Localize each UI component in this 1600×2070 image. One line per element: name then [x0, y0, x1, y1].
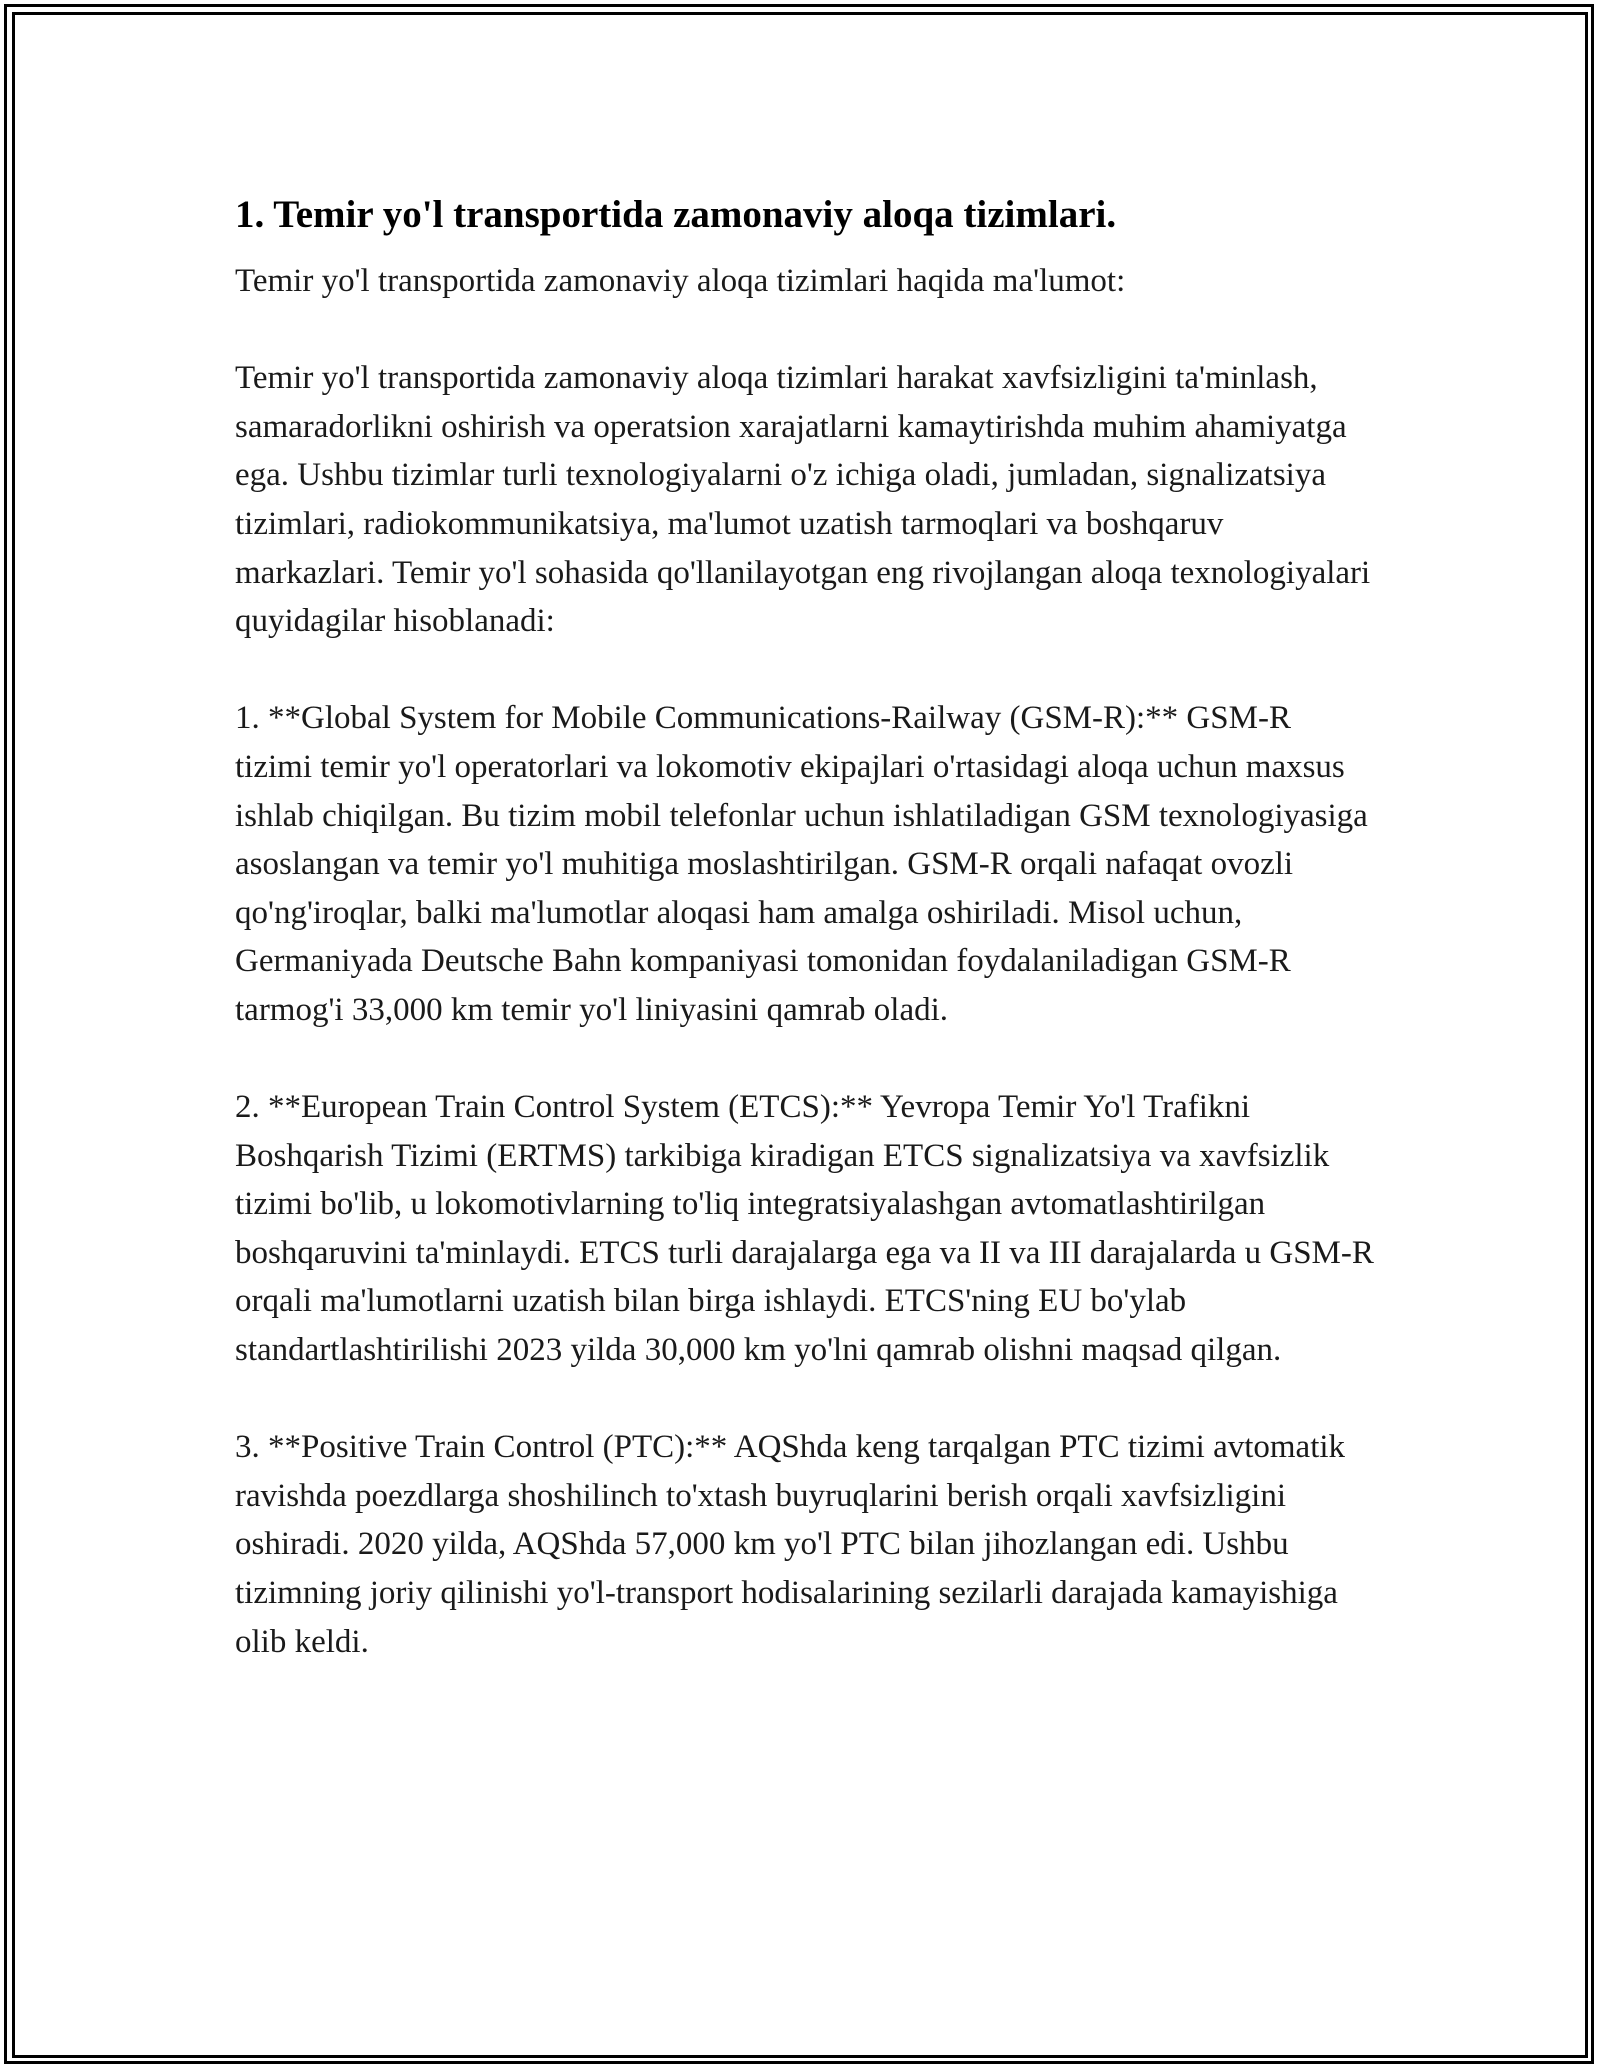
- overview-paragraph: Temir yo'l transportida zamonaviy aloqa tizimlari harakat xavfsizligini ta'minlash, samaradorlikni oshirish va operatsion xarajatlarni kamaytirishda muhim ahamiyatga ega. Ushbu tizimlar turli texnologiyalarni o'z ichiga oladi, jumladan, signalizatsiya tizimlari, radiokommunikatsiya, ma'lumot uzatish tarmoqlari va boshqaruv markazlari. Temir yo'l sohasida qo'llanilayotgan eng rivojlangan aloqa texnologiyalari quyidagilar hisoblanadi:: [235, 360, 1371, 640]
- ptc-paragraph: 3. **Positive Train Control (PTC):** AQShda keng tarqalgan PTC tizimi avtomatik ravishda poezdlarga shoshilinch to'xtash buyruqlarini berish orqali xavfsizligini oshiradi. 2020 yilda, AQShda 57,000 km yo'l PTC bilan jihozlangan edi. Ushbu tizimning joriy qilinishi yo'l-transport hodisalarining sezilarli darajada kamayishiga olib keldi.: [235, 1429, 1346, 1660]
- gsm-r-paragraph: 1. **Global System for Mobile Communications-Railway (GSM-R):** GSM-R tizimi temir yo'l operatorlari va lokomotiv ekipajlari o'rtasidagi aloqa uchun maxsus ishlab chiqilgan. Bu tizim mobil telefonlar uchun ishlatiladigan GSM texnologiyasiga asoslangan va temir yo'l muhitiga moslashtirilgan. GSM-R orqali nafaqat ovozli qo'ng'iroqlar, balki ma'lumotlar aloqasi ham amalga oshiriladi. Misol uchun, Germaniyada Deutsche Bahn kompaniyasi tomonidan foydalaniladigan GSM-R tarmog'i 33,000 km temir yo'l liniyasini qamrab oladi.: [235, 700, 1368, 1028]
- intro-line: Temir yo'l transportida zamonaviy aloqa tizimlari haqida ma'lumot:: [235, 263, 1126, 299]
- etcs-paragraph: 2. **European Train Control System (ETCS):** Yevropa Temir Yo'l Trafikni Boshqarish Tizimi (ERTMS) tarkibiga kiradigan ETCS signalizatsiya va xavfsizlik tizimi bo'lib, u lokomotivlarning to'liq integratsiyalashgan avtomatlashtirilgan boshqaruvini ta'minlaydi. ETCS turli darajalarga ega va II va III darajalarda u GSM-R orqali ma'lumotlarni uzatish bilan birga ishlaydi. ETCS'ning EU bo'ylab standartlashtirilishi 2023 yilda 30,000 km yo'lni qamrab olishni maqsad qilgan.: [235, 1089, 1374, 1369]
- document-title: 1. Temir yo'l transportida zamonaviy aloqa tizimlari.: [235, 193, 1117, 236]
- document-content: [235, 185, 1375, 1715]
